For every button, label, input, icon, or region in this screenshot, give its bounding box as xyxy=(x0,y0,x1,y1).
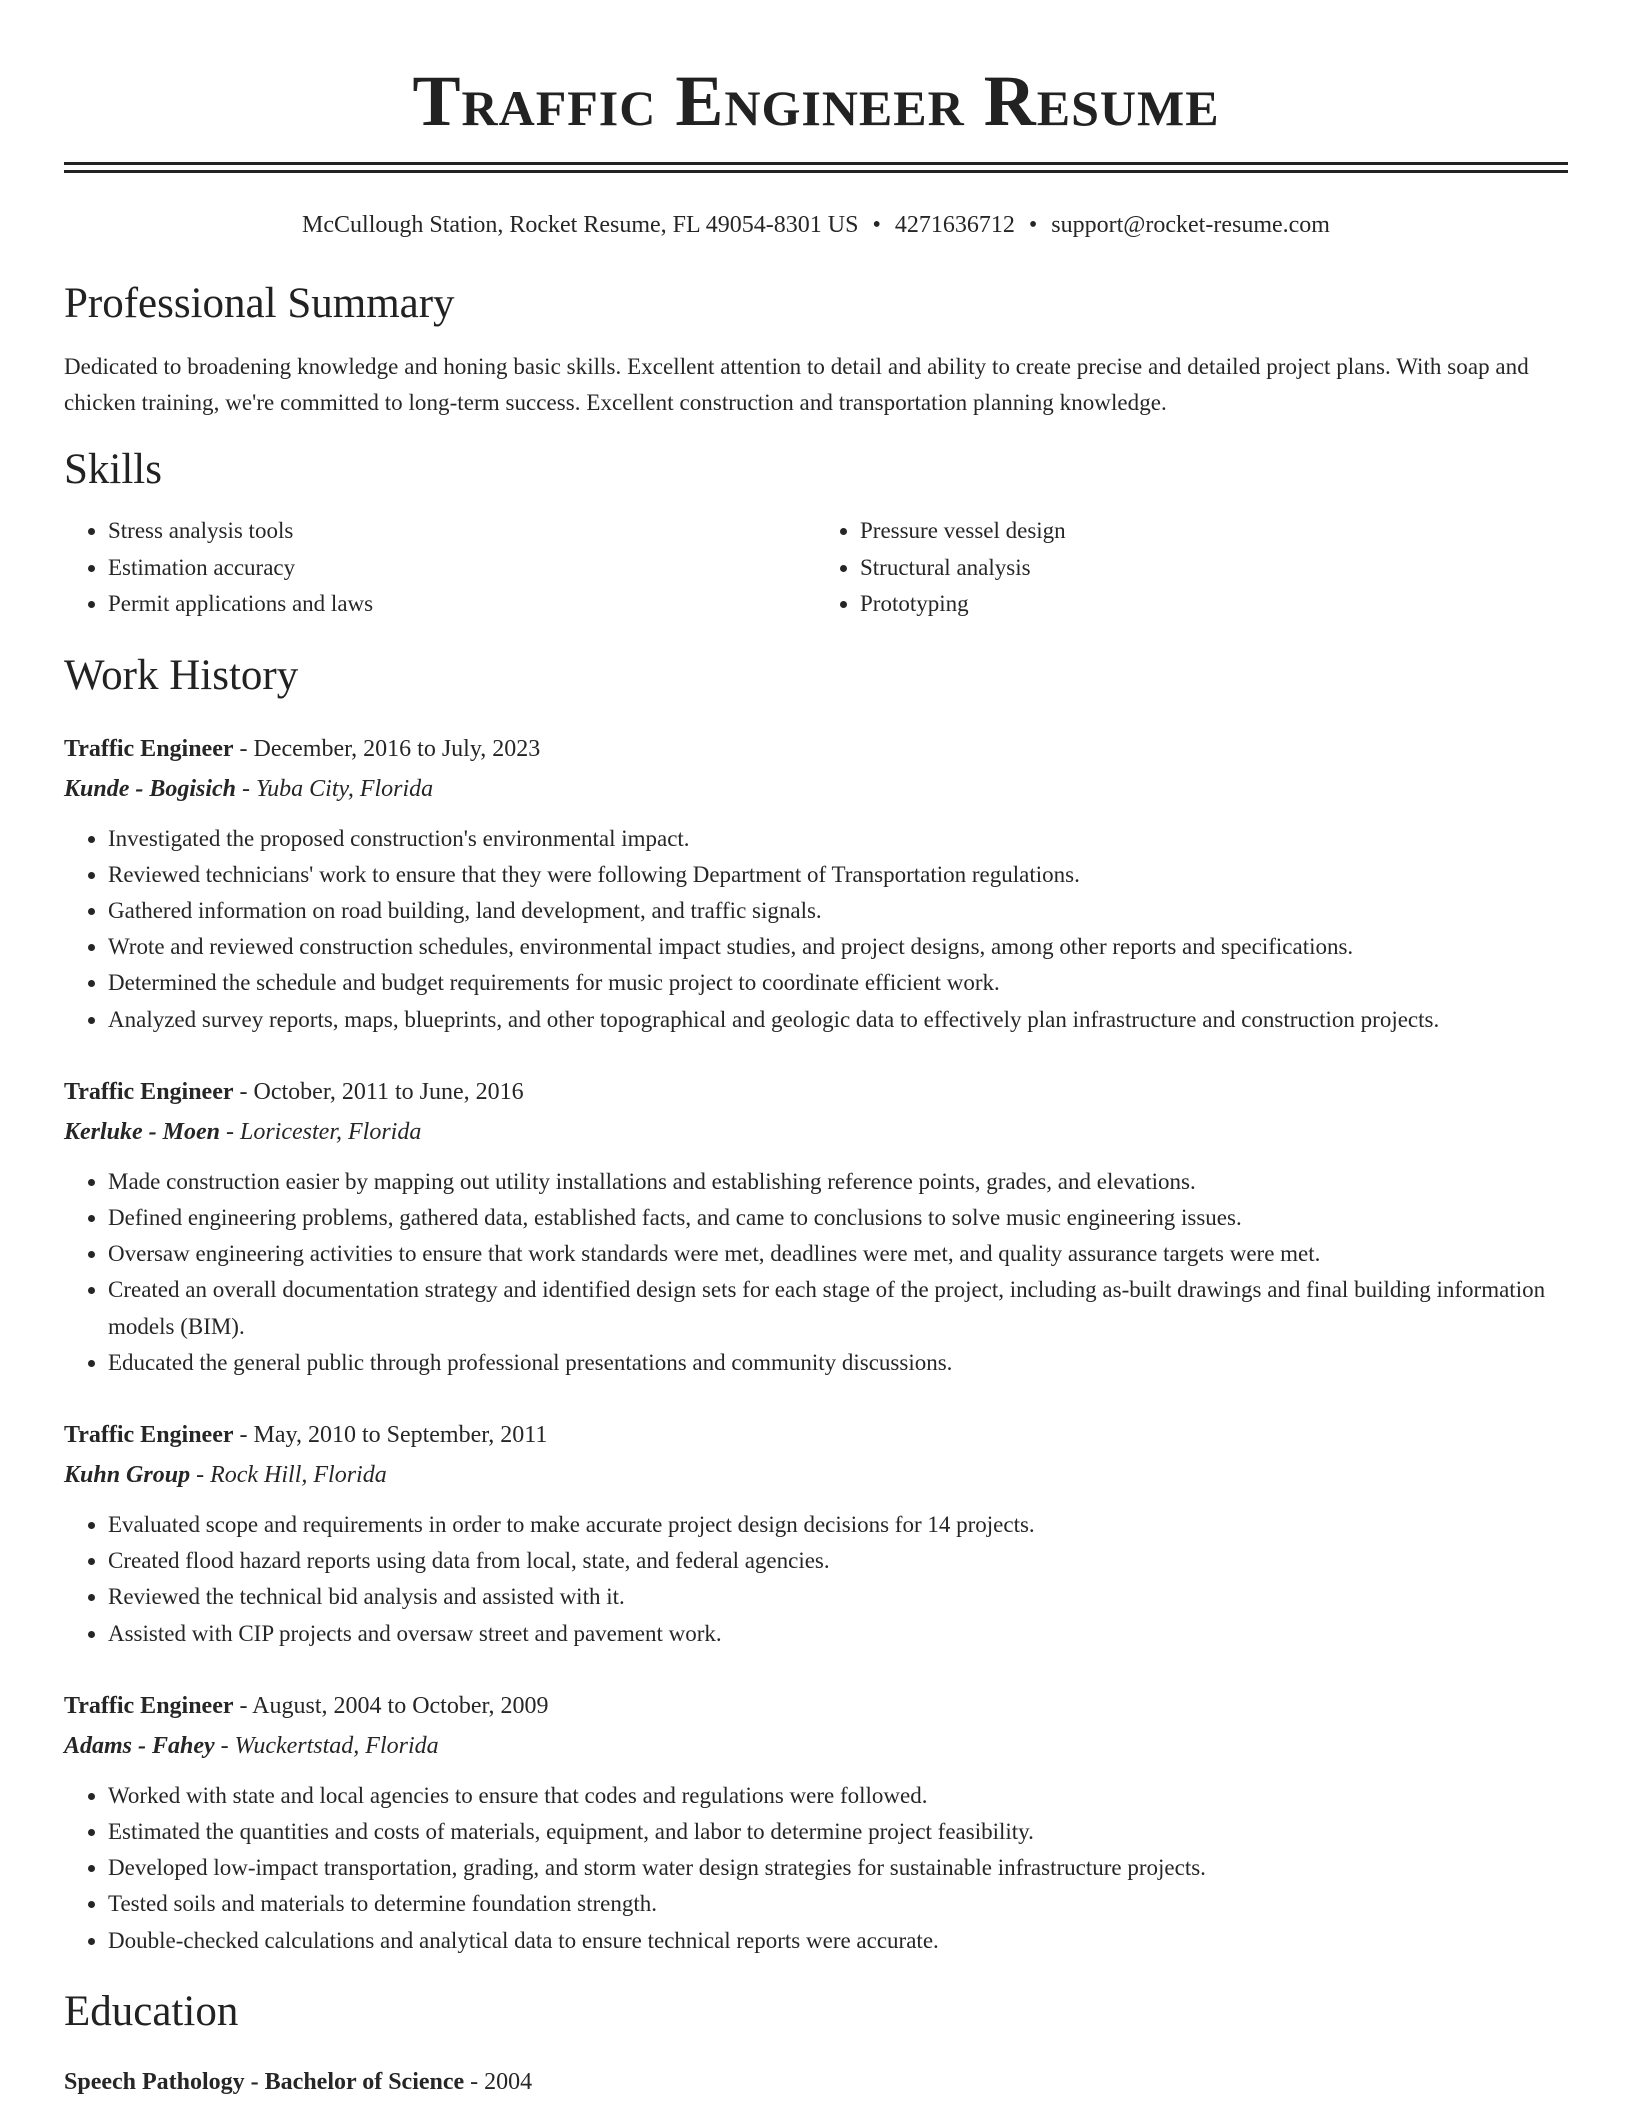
skills-heading: Skills xyxy=(64,446,162,493)
job-dates: - October, 2011 to June, 2016 xyxy=(233,1078,524,1105)
job-bullet: • Assisted with CIP projects and oversaw street and pavement work. xyxy=(108,1616,1568,1652)
skill-item: • Structural analysis xyxy=(860,550,1568,587)
contact-phone: 4271636712 xyxy=(894,212,1015,238)
job-bullet: • Defined engineering problems, gathered data, established facts, and came to conclusions to solve music engineering issues. xyxy=(108,1200,1568,1236)
job-bullet: • Worked with state and local agencies to ensure that codes and regulations were followed. xyxy=(108,1778,1568,1814)
company-line xyxy=(64,1112,1568,1152)
summary-heading: Professional Summary xyxy=(64,280,455,327)
skill-item: • Pressure vessel design xyxy=(860,513,1568,550)
job-bullet: • Evaluated scope and requirements in order to make accurate project design decisions for 14 projects. xyxy=(108,1507,1568,1543)
contact-separator: • xyxy=(1028,212,1038,238)
job-dates: - December, 2016 to July, 2023 xyxy=(233,735,541,762)
job-bullet: • Created flood hazard reports using data from local, state, and federal agencies. xyxy=(108,1543,1568,1579)
job-bullet: • Developed low-impact transportation, grading, and storm water design strategies for sustainable infrastructure projects. xyxy=(108,1850,1568,1886)
company-name: Kerluke - Moen xyxy=(64,1118,220,1145)
job-bullet: • Educated the general public through professional presentations and community discussions. xyxy=(108,1345,1568,1381)
resume-title: Traffic Engineer Resume xyxy=(412,61,1220,141)
company-line xyxy=(64,1726,1568,1766)
job-bullets xyxy=(64,1164,1568,1381)
job-title: Traffic Engineer xyxy=(64,1078,234,1105)
job-title-line xyxy=(64,729,1568,769)
skills-list xyxy=(64,513,1568,623)
degree-name: Speech Pathology - Bachelor of Science xyxy=(64,2068,465,2095)
education-heading: Education xyxy=(64,1987,239,2035)
contact-line xyxy=(64,211,1568,239)
job-bullet: • Reviewed technicians' work to ensure that they were following Department of Transportation regulations. xyxy=(108,857,1568,893)
job-dates: - May, 2010 to September, 2011 xyxy=(233,1421,548,1448)
skills-column-left xyxy=(64,513,816,623)
skill-item: • Stress analysis tools xyxy=(108,513,816,550)
job-title-line xyxy=(64,1072,1568,1112)
job-bullet: • Reviewed the technical bid analysis and assisted with it. xyxy=(108,1579,1568,1615)
job-bullets xyxy=(64,821,1568,1038)
job-entry xyxy=(64,1686,1568,1959)
company-line xyxy=(64,1455,1568,1495)
job-bullet: • Double-checked calculations and analytical data to ensure technical reports were accurate. xyxy=(108,1923,1568,1959)
company-location: - Rock Hill, Florida xyxy=(190,1461,387,1488)
summary-text: Dedicated to broadening knowledge and honing basic skills. Excellent attention to detail and ability to create precise and detailed project plans. With soap and chicken training, we're committed to long-term success. Excellent construction and transportation planning knowledge. xyxy=(64,354,1529,415)
job-title-line xyxy=(64,1415,1568,1455)
job-dates: - August, 2004 to October, 2009 xyxy=(233,1692,549,1719)
company-name: Kunde - Bogisich xyxy=(64,775,237,802)
education-entry xyxy=(64,2067,1568,2097)
title-divider-thin xyxy=(64,170,1568,173)
job-title: Traffic Engineer xyxy=(64,735,234,762)
job-entry xyxy=(64,1072,1568,1381)
job-bullets xyxy=(64,1778,1568,1959)
work-history-heading: Work History xyxy=(64,651,299,699)
job-bullet: • Tested soils and materials to determine foundation strength. xyxy=(108,1886,1568,1922)
job-entry xyxy=(64,729,1568,1038)
job-bullet: • Gathered information on road building, land development, and traffic signals. xyxy=(108,893,1568,929)
skills-column-right xyxy=(816,513,1568,623)
job-title: Traffic Engineer xyxy=(64,1421,234,1448)
contact-email: support@rocket-resume.com xyxy=(1051,212,1330,238)
company-name: Kuhn Group xyxy=(64,1461,191,1488)
job-title-line xyxy=(64,1686,1568,1726)
company-line xyxy=(64,769,1568,809)
job-bullet: • Analyzed survey reports, maps, blueprints, and other topographical and geologic data to effectively plan infrastructure and construction projects. xyxy=(108,1002,1568,1038)
company-location: - Loricester, Florida xyxy=(220,1118,422,1145)
skill-item: • Estimation accuracy xyxy=(108,550,816,587)
company-location: - Wuckertstad, Florida xyxy=(214,1732,439,1759)
skill-item: • Prototyping xyxy=(860,586,1568,623)
job-entry xyxy=(64,1415,1568,1652)
company-name: Adams - Fahey xyxy=(64,1732,215,1759)
job-bullet: • Made construction easier by mapping out utility installations and establishing reference points, grades, and elevations. xyxy=(108,1164,1568,1200)
degree-year: - 2004 xyxy=(464,2068,533,2095)
job-bullets xyxy=(64,1507,1568,1652)
skill-item: • Permit applications and laws xyxy=(108,586,816,623)
contact-address: McCullough Station, Rocket Resume, FL 49054-8301 US xyxy=(302,212,859,238)
job-bullet: • Wrote and reviewed construction schedules, environmental impact studies, and project designs, among other reports and specifications. xyxy=(108,929,1568,965)
company-location: - Yuba City, Florida xyxy=(236,775,434,802)
job-bullet: • Investigated the proposed construction's environmental impact. xyxy=(108,821,1568,857)
job-title: Traffic Engineer xyxy=(64,1692,234,1719)
job-bullet: • Determined the schedule and budget requirements for music project to coordinate efficient work. xyxy=(108,965,1568,1001)
job-bullet: • Estimated the quantities and costs of materials, equipment, and labor to determine project feasibility. xyxy=(108,1814,1568,1850)
contact-separator: • xyxy=(872,212,881,238)
job-bullet: • Oversaw engineering activities to ensure that work standards were met, deadlines were met, and quality assurance targets were met. xyxy=(108,1236,1568,1272)
job-bullet: • Created an overall documentation strategy and identified design sets for each stage of the project, including as-built drawings and final building information models (BIM). xyxy=(108,1272,1568,1344)
